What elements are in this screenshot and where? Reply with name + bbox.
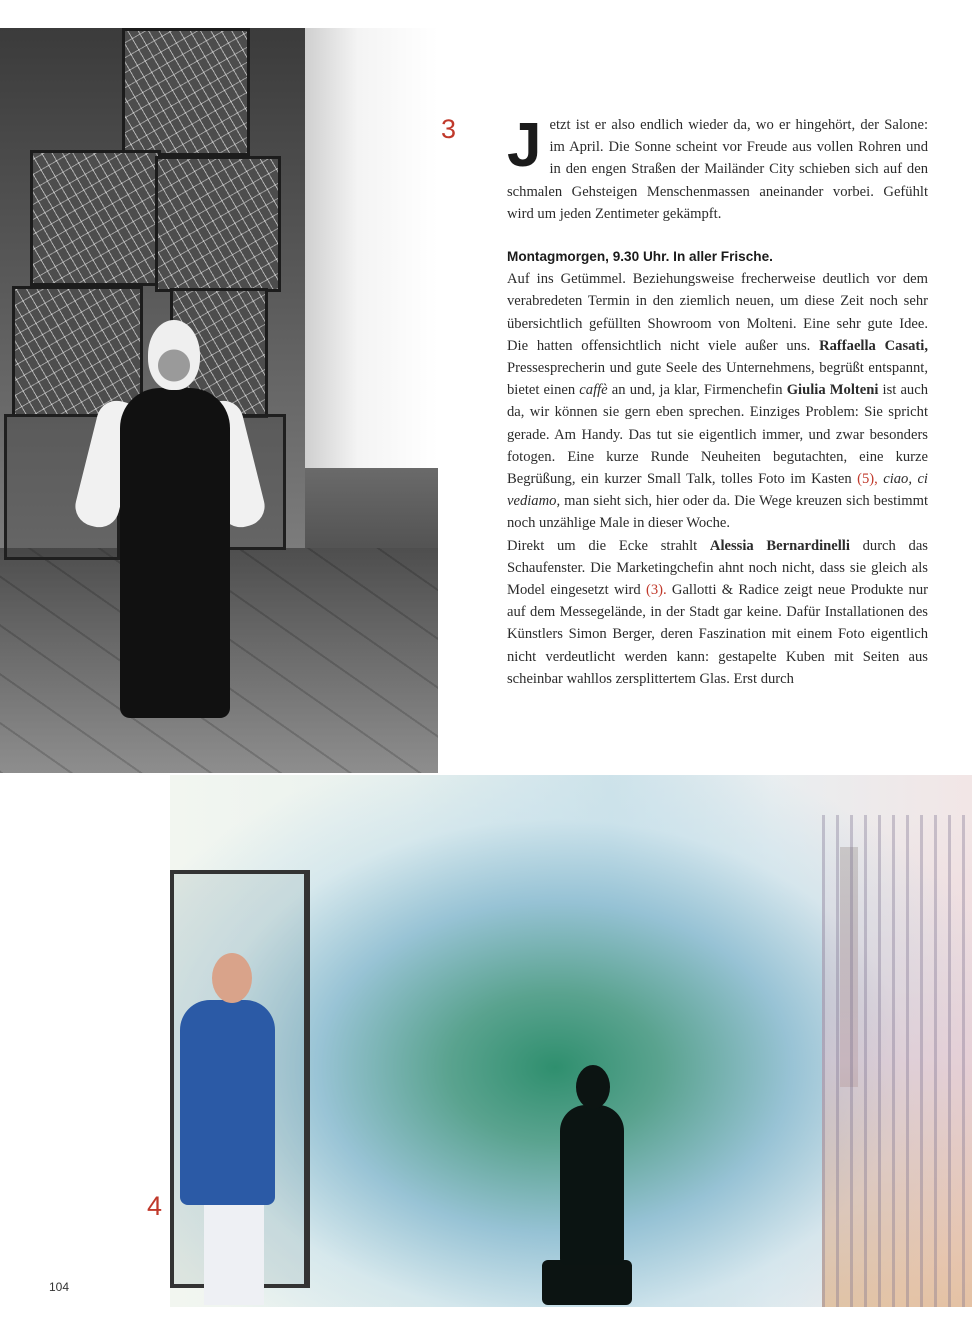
person-name: Alessia Bernardinelli <box>709 537 850 554</box>
man-head <box>212 953 252 1003</box>
photo-street-scene <box>170 775 972 1307</box>
woman-head <box>148 320 200 390</box>
text-run: ist auch da, wir können sie gern eben sprechen. Einziges Problem: Sie spricht gerade. Am Handy. Das tut sie eigentlich immer, und zwar besonders fotogen. Eine kurze Runde Neuheiten begutachten, eine kurze Begrüßung, ein kurzer Small Talk, tolles Foto im Kasten <box>507 382 928 488</box>
text-run: Gallotti & Radice zeigt neue Produkte nur auf dem Messegelände, in der Stadt gar keine. Dafür Installationen des Künstlers Simon Berger, deren Faszination mit einem Foto eigentlich nicht verdeutlicht werden kann: gestapelte Kuben mit Seiten aus scheinbar wahllos zersplittertem Glas. Erst durch <box>507 582 928 687</box>
text-run: durch das Schaufenster. Die Marketingchefin ahnt noch nicht, dass sie gleich als Model eingesetzt wird <box>507 537 928 599</box>
woman-on-phone-head <box>576 1065 610 1109</box>
city-reflection <box>822 815 972 1307</box>
figure-reference: (5), <box>857 471 878 488</box>
intro-paragraph <box>507 111 928 225</box>
person-name: Giulia Molteni <box>786 382 879 399</box>
figure-number-4: 4 <box>147 1191 163 1221</box>
subheading: Montagmorgen, 9.30 Uhr. In aller Frische. <box>507 249 773 265</box>
italic-word: caffè <box>579 382 608 399</box>
article-body <box>507 111 928 690</box>
woman-on-phone-figure <box>560 1105 624 1265</box>
text-run: Direkt um die Ecke strahlt <box>507 537 710 554</box>
text-run: Pressesprecherin und gute Seele des Unternehmens, begrüßt entspannt, bietet einen <box>507 360 928 399</box>
glass-cube <box>155 156 281 292</box>
figure-reference: (3). <box>645 582 667 599</box>
figure-number-3: 3 <box>441 114 457 144</box>
woman-legs <box>542 1260 632 1305</box>
text-run: man sieht sich, hier oder da. Die Wege kreuzen sich bestimmt noch unzählige Male in dieser Woche. <box>507 493 928 532</box>
man-figure <box>180 1000 275 1205</box>
person-name: Raffaella Casati, <box>819 337 928 354</box>
italic-phrase: ciao, ci vediamo, <box>507 471 928 510</box>
glass-cube <box>122 28 250 156</box>
text-run: Auf ins Getümmel. Beziehungsweise frecherweise deutlich vor dem verabredeten Termin in den ziemlich neuen, um diese Zeit noch sehr übersichtlich gefüllten Showroom von Molteni. Eine sehr gute Idee. Die hatten offensichtlich nicht viele außer uns. <box>507 271 928 354</box>
woman-figure <box>120 388 230 718</box>
photo-showroom-glass-cubes <box>0 28 438 773</box>
glass-cube <box>12 286 143 417</box>
text-run: an und, ja klar, Firmenchefin <box>607 382 787 399</box>
glass-cube <box>30 150 161 286</box>
page-number: 104 <box>49 1280 70 1294</box>
paragraph-molteni <box>507 268 928 534</box>
intro-text: etzt ist er also endlich wieder da, wo er hingehört, der Salone: im April. Die Sonne scheint vor Freude aus vollen Rohren und in den engen Straßen der Mailänder City schieben sich auf den schmalen Gehsteigen Menschenmassen aneinander vorbei. Gefühlt wird um jeden Zentimeter gekämpft. <box>507 117 928 222</box>
drop-cap: J <box>507 111 542 180</box>
paragraph-gallotti <box>507 535 928 690</box>
